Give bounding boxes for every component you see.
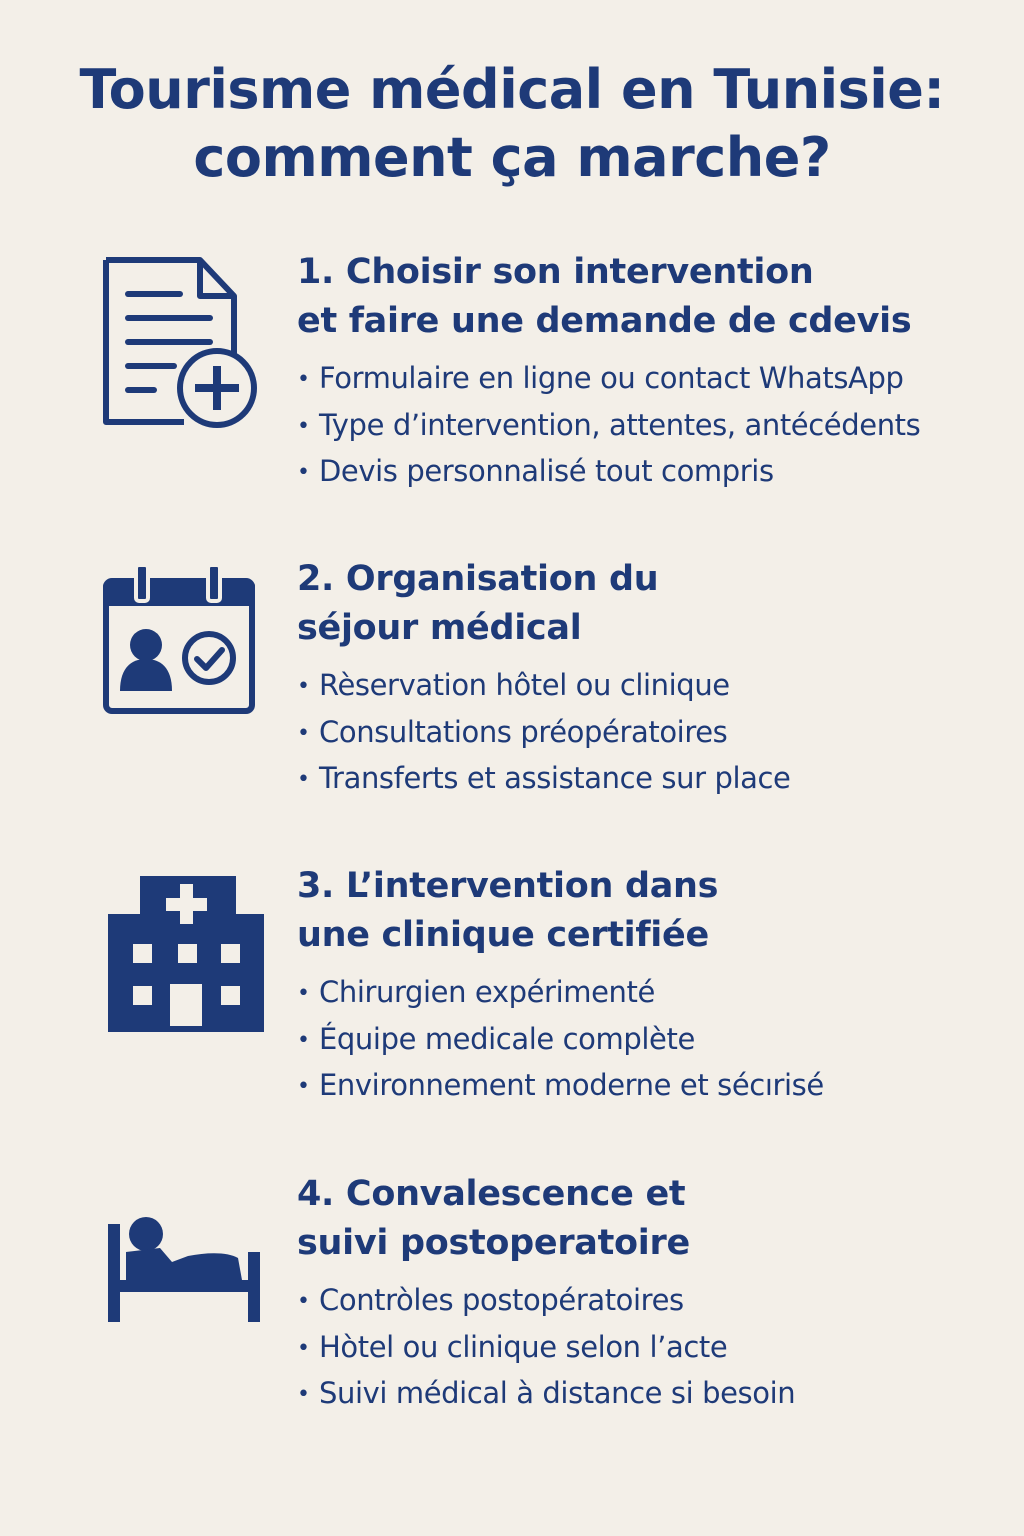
list-item-text: Chirurgien expérimenté — [319, 975, 655, 1009]
bullet-icon: • — [297, 674, 310, 699]
list-item-text: Équipe medicale complète — [319, 1021, 695, 1056]
patient-bed-icon — [100, 1212, 270, 1392]
list-item-text: Formulaire en ligne ou contact WhatsApp — [319, 361, 904, 395]
list-item-text: Consultations préopératoires — [319, 714, 728, 749]
list-item — [297, 1371, 997, 1418]
hospital-icon — [100, 876, 270, 1056]
list-item-text: Devis personnalisé tout compris — [319, 454, 774, 488]
step-4-text — [297, 1170, 997, 1418]
step-4 — [0, 1170, 1024, 1450]
list-item-text: Suivi médical à distance si besoin — [319, 1376, 796, 1410]
bullet-icon: • — [297, 981, 310, 1006]
page-title — [0, 56, 1024, 192]
list-item — [297, 756, 997, 803]
list-item-text: Rèservation hôtel ou clinique — [319, 668, 730, 702]
step-2-title-line-2: séjour médical — [297, 608, 582, 648]
bullet-icon: • — [297, 367, 310, 392]
step-3-title-line-2: une clinique certifiée — [297, 915, 709, 955]
bullet-icon: • — [297, 1289, 310, 1314]
step-1-text — [297, 248, 997, 496]
bullet-icon: • — [297, 1335, 310, 1361]
list-item-text: Contròles postopératoires — [319, 1283, 684, 1317]
bullet-icon: • — [297, 767, 310, 792]
list-item — [297, 1325, 997, 1372]
step-3-text — [297, 862, 997, 1110]
list-item-text: Type d’intervention, attentes, antécédents — [319, 407, 921, 442]
document-plus-icon — [100, 256, 270, 436]
step-4-title — [297, 1170, 997, 1268]
step-2-title — [297, 555, 997, 653]
step-4-title-line-1: 4. Convalescence et — [297, 1174, 686, 1214]
step-1-title — [297, 248, 997, 346]
step-4-bullets — [297, 1278, 997, 1418]
step-3 — [0, 862, 1024, 1142]
list-item-text: Transferts et assistance sur place — [319, 761, 791, 795]
step-2-text — [297, 555, 997, 803]
step-1-title-line-1: 1. Choisir son intervention — [297, 252, 814, 292]
list-item — [297, 1017, 997, 1064]
bullet-icon: • — [297, 1027, 310, 1053]
list-item — [297, 710, 997, 757]
page-title-line-2: comment ça marche? — [193, 126, 831, 189]
step-1-title-line-2: et faire une demande de cdevis — [297, 301, 912, 341]
step-3-bullets — [297, 970, 997, 1110]
step-1 — [0, 248, 1024, 528]
list-item-text: Environnement moderne et sécırisé — [319, 1068, 824, 1102]
step-4-title-line-2: suivi postoperatoire — [297, 1223, 690, 1263]
step-3-title — [297, 862, 997, 960]
list-item-text: Hòtel ou clinique selon l’acte — [319, 1329, 728, 1364]
calendar-check-icon — [100, 563, 270, 743]
list-item — [297, 1063, 997, 1110]
step-2-title-line-1: 2. Organisation du — [297, 559, 659, 599]
step-2 — [0, 555, 1024, 835]
step-3-title-line-1: 3. L’intervention dans — [297, 866, 719, 906]
bullet-icon: • — [297, 720, 310, 746]
step-1-bullets — [297, 356, 997, 496]
list-item — [297, 1278, 997, 1325]
bullet-icon: • — [297, 1382, 310, 1407]
bullet-icon: • — [297, 1074, 310, 1099]
step-2-bullets — [297, 663, 997, 803]
list-item — [297, 449, 997, 496]
bullet-icon: • — [297, 460, 310, 485]
list-item — [297, 970, 997, 1017]
page-title-line-1: Tourisme médical en Tunisie: — [79, 58, 945, 121]
bullet-icon: • — [297, 413, 310, 439]
list-item — [297, 356, 997, 403]
list-item — [297, 663, 997, 710]
list-item — [297, 403, 997, 450]
